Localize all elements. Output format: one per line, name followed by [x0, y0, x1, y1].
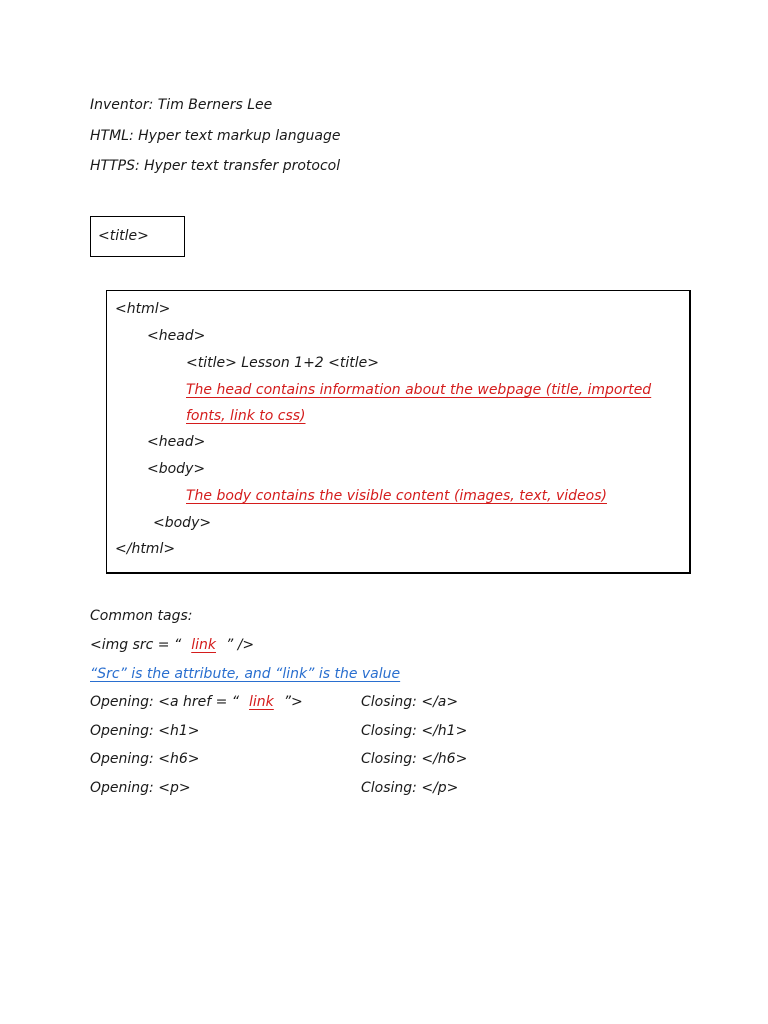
opening-h6-tag: Opening: <h6> [90, 751, 200, 767]
closing-h6-tag: Closing: </h6> [361, 751, 468, 767]
title-tag-text: <title> [98, 228, 149, 244]
title-lesson-line: <title> Lesson 1+2 <title> [186, 355, 379, 371]
closing-h1-tag: Closing: </h1> [361, 723, 468, 739]
html-structure-box [106, 290, 691, 574]
img-link-word: link [191, 637, 216, 653]
closing-a-tag: Closing: </a> [361, 694, 459, 710]
opening-h1-tag: Opening: <h1> [90, 723, 200, 739]
html-close-tag: </html> [115, 541, 176, 557]
head-close-tag: <head> [147, 434, 206, 450]
https-definition-line: HTTPS: Hyper text transfer protocol [90, 158, 341, 174]
img-tag-line [90, 635, 254, 655]
title-tag-box [90, 216, 185, 257]
inventor-line: Inventor: Tim Berners Lee [90, 97, 273, 113]
a-link-word: link [249, 694, 274, 710]
html-open-tag: <html> [115, 301, 171, 317]
head-note-line-2: fonts, link to css) [186, 408, 306, 424]
img-tag-suffix: ” /> [226, 637, 255, 653]
img-tag-prefix: <img src = “ [90, 637, 182, 653]
closing-p-tag: Closing: </p> [361, 780, 459, 796]
html-definition-line: HTML: Hyper text markup language [90, 128, 341, 144]
attribute-note: “Src” is the attribute, and “link” is the value [90, 666, 401, 682]
opening-a-suffix: ”> [283, 694, 303, 710]
head-open-tag: <head> [147, 328, 206, 344]
body-note-line: The body contains the visible content (images, text, videos) [186, 488, 607, 504]
opening-p-tag: Opening: <p> [90, 780, 191, 796]
body-open-tag: <body> [147, 461, 206, 477]
common-tags-heading: Common tags: [90, 608, 193, 624]
head-note-line-1: The head contains information about the webpage (title, imported [186, 382, 652, 398]
body-close-tag: <body> [153, 515, 212, 531]
opening-a-tag [90, 692, 303, 712]
opening-a-prefix: Opening: <a href = “ [90, 694, 240, 710]
